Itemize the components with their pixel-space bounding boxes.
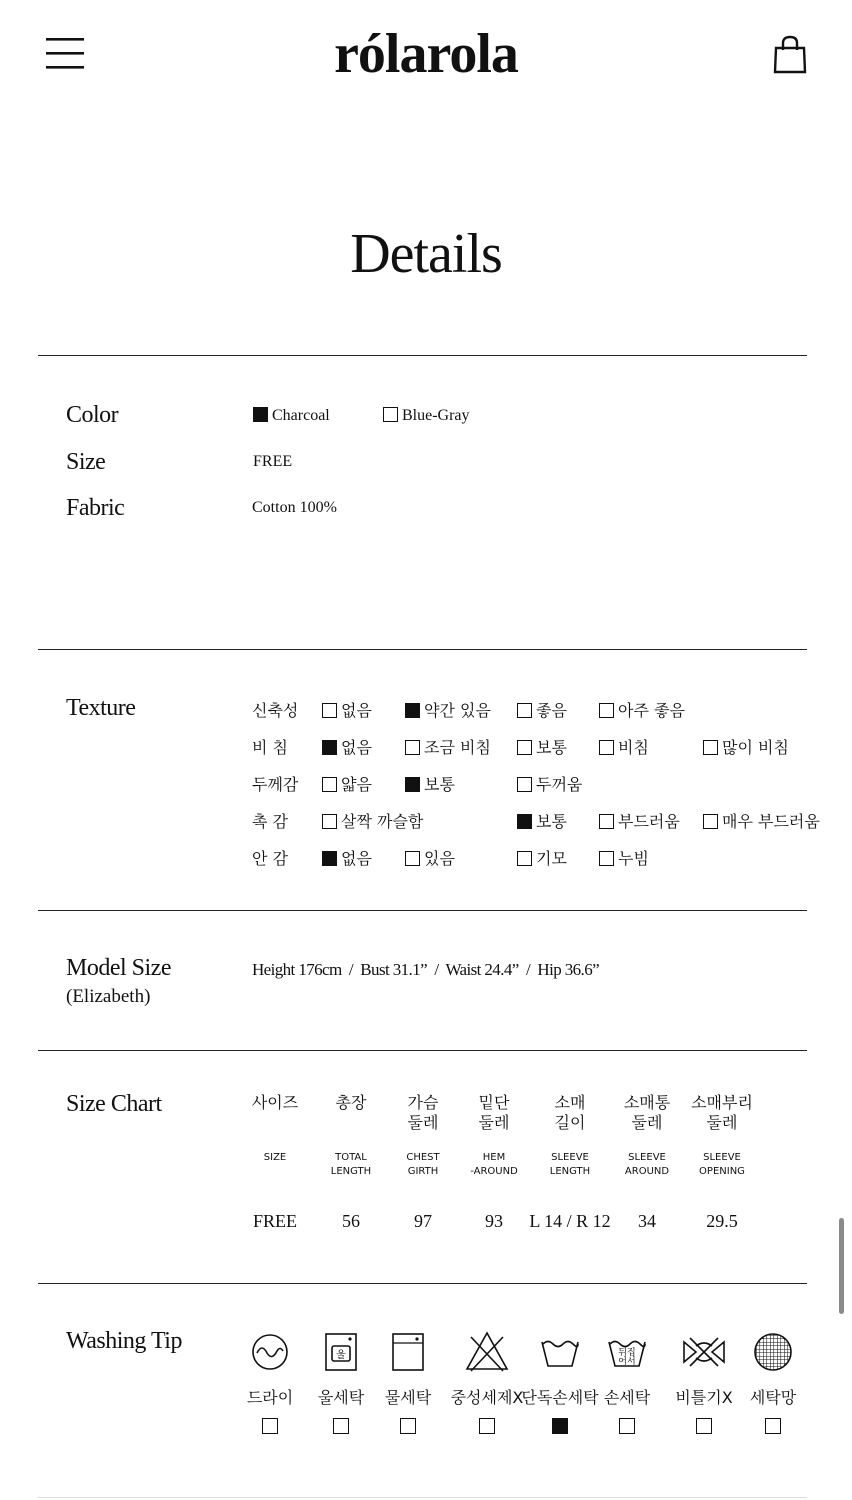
texture-option-label: 매우 부드러움 (722, 812, 820, 831)
checkbox-unchecked (383, 407, 398, 422)
texture-option (322, 809, 423, 832)
checkbox-checked (405, 777, 420, 792)
texture-option (405, 735, 491, 758)
washing-tip-label: 손세탁 (603, 1388, 651, 1407)
size-chart-header-en: CHEST GIRTH (406, 1152, 440, 1177)
texture-row-label: 신축성 (252, 701, 299, 720)
checkbox-unchecked (400, 1418, 416, 1434)
size-chart-header-en: SLEEVE LENGTH (549, 1152, 591, 1177)
size-chart-value: L 14 / R 12 (529, 1211, 611, 1231)
svg-text:어서: 어서 (618, 1357, 636, 1367)
texture-option (322, 846, 372, 869)
texture-option (517, 809, 567, 832)
logo[interactable]: rólarola (334, 23, 518, 85)
model-size-title: Model Size (66, 955, 171, 981)
texture-row-label: 안 감 (252, 849, 288, 868)
texture-option (405, 846, 455, 869)
color-option-label: Blue-Gray (402, 407, 470, 424)
size-chart-header-kr: 가슴 둘레 (407, 1093, 439, 1132)
texture-option (517, 698, 567, 721)
checkbox-unchecked (405, 851, 420, 866)
checkbox-checked (322, 851, 337, 866)
texture-title: Texture (66, 695, 136, 721)
checkbox-unchecked (599, 814, 614, 829)
size-chart-header-en: SIZE (263, 1152, 287, 1163)
washing-tip-label: 드라이 (246, 1388, 294, 1407)
texture-option-label: 누빔 (618, 849, 649, 868)
checkbox-unchecked (599, 851, 614, 866)
size-chart-value: FREE (252, 1211, 297, 1231)
checkbox-unchecked (696, 1418, 712, 1434)
washing-tip-label: 단독손세탁 (521, 1388, 599, 1407)
model-name: (Elizabeth) (66, 986, 151, 1007)
texture-option-label: 부드러움 (618, 812, 680, 831)
divider (38, 355, 807, 356)
texture-option (599, 735, 649, 758)
checkbox-unchecked (703, 814, 718, 829)
checkbox-unchecked (333, 1418, 349, 1434)
texture-option-label: 보통 (424, 775, 455, 794)
texture-option-label: 아주 좋음 (618, 701, 685, 720)
size-chart-value: 56 (342, 1211, 360, 1231)
texture-option (517, 846, 567, 869)
fabric-value: Cotton 100% (252, 499, 337, 516)
texture-option (599, 809, 680, 832)
washing-tip-label: 세탁망 (749, 1388, 797, 1407)
texture-option-label: 많이 비침 (722, 738, 789, 757)
color-label: Color (66, 402, 119, 428)
hand-wash-inside-out-icon (603, 1328, 651, 1381)
texture-option (599, 846, 649, 869)
checkbox-checked (552, 1418, 568, 1434)
divider (38, 1283, 807, 1284)
texture-option-label: 기모 (536, 849, 567, 868)
cart-button[interactable] (772, 34, 808, 74)
color-option-blue-gray (383, 407, 470, 425)
washing-tip-label: 비틀기X (675, 1388, 733, 1407)
size-chart-header-kr: 소매 길이 (554, 1093, 586, 1132)
checkbox-checked (405, 703, 420, 718)
checkbox-unchecked (322, 777, 337, 792)
checkbox-unchecked (517, 851, 532, 866)
texture-option-label: 살짝 까슬함 (341, 812, 424, 831)
texture-option (599, 698, 685, 721)
size-label: Size (66, 449, 106, 475)
checkbox-unchecked (479, 1418, 495, 1434)
checkbox-unchecked (517, 703, 532, 718)
color-option-charcoal (253, 407, 330, 425)
checkbox-checked (253, 407, 268, 422)
laundry-net-icon (749, 1328, 797, 1381)
texture-option (517, 735, 567, 758)
texture-option-label: 얇음 (341, 775, 372, 794)
size-chart-header-en: SLEEVE OPENING (699, 1152, 745, 1177)
checkbox-unchecked (262, 1418, 278, 1434)
size-chart-value: 93 (485, 1211, 503, 1231)
scrollbar-thumb[interactable] (839, 1218, 844, 1314)
size-value: FREE (253, 453, 293, 470)
size-chart-title: Size Chart (66, 1091, 162, 1117)
texture-option (703, 809, 820, 832)
texture-option (703, 735, 789, 758)
texture-option-label: 약간 있음 (424, 701, 491, 720)
size-chart-header-kr: 사이즈 (251, 1093, 299, 1112)
texture-option (322, 698, 372, 721)
water-wash-icon (384, 1328, 432, 1381)
checkbox-unchecked (619, 1418, 635, 1434)
size-chart-header-en: SLEEVE AROUND (624, 1152, 670, 1177)
texture-option-label: 없음 (341, 701, 372, 720)
texture-option-label: 두꺼움 (536, 775, 583, 794)
size-chart-value: 97 (414, 1211, 432, 1231)
texture-option-label: 없음 (341, 738, 372, 757)
size-chart-header-en: HEM -AROUND (470, 1152, 518, 1177)
page-title: Details (350, 223, 502, 285)
texture-option-label: 좋음 (536, 701, 567, 720)
divider (38, 1497, 807, 1498)
washing-tip-label: 울세탁 (317, 1388, 365, 1407)
texture-option (405, 698, 491, 721)
checkbox-unchecked (322, 703, 337, 718)
texture-option (322, 735, 372, 758)
size-chart-header-kr: 밑단 둘레 (478, 1093, 510, 1132)
color-option-label: Charcoal (272, 407, 330, 424)
texture-option-label: 보통 (536, 812, 567, 831)
texture-row-label: 두께감 (252, 775, 299, 794)
texture-row-label: 비 침 (252, 738, 288, 757)
size-chart-header-kr: 소매부리 둘레 (691, 1093, 753, 1132)
no-wring-icon (680, 1328, 728, 1381)
texture-option-label: 조금 비침 (424, 738, 491, 757)
size-chart-header-kr: 소매통 둘레 (623, 1093, 671, 1132)
wool-wash-icon (317, 1328, 365, 1381)
washing-tip-label: 중성세제X (450, 1388, 524, 1407)
model-measurements: Height 176cm / Bust 31.1” / Waist 24.4” / Hip 36.6” (252, 960, 600, 979)
size-chart-value: 34 (638, 1211, 656, 1231)
svg-text:뒤집: 뒤집 (618, 1348, 636, 1358)
fabric-label: Fabric (66, 495, 125, 521)
texture-option-label: 보통 (536, 738, 567, 757)
checkbox-unchecked (765, 1418, 781, 1434)
checkbox-unchecked (517, 740, 532, 755)
texture-option (322, 772, 372, 795)
dry-clean-icon (246, 1328, 294, 1381)
svg-text:울: 울 (336, 1350, 346, 1361)
divider (38, 1050, 807, 1051)
checkbox-unchecked (322, 814, 337, 829)
washing-tip-title: Washing Tip (66, 1328, 182, 1354)
size-chart-header-kr: 총장 (335, 1093, 367, 1112)
divider (38, 649, 807, 650)
texture-option (405, 772, 455, 795)
no-bleach-icon (463, 1328, 511, 1381)
separate-hand-wash-icon (536, 1328, 584, 1381)
washing-tip-label: 물세탁 (384, 1388, 432, 1407)
texture-option-label: 없음 (341, 849, 372, 868)
checkbox-checked (322, 740, 337, 755)
checkbox-unchecked (405, 740, 420, 755)
texture-row-label: 촉 감 (252, 812, 288, 831)
size-chart-value: 29.5 (706, 1211, 738, 1231)
checkbox-unchecked (703, 740, 718, 755)
texture-option-label: 비침 (618, 738, 649, 757)
checkbox-unchecked (517, 777, 532, 792)
size-chart-header-en: TOTAL LENGTH (330, 1152, 372, 1177)
shopping-bag-icon (772, 34, 808, 74)
checkbox-checked (517, 814, 532, 829)
texture-option-label: 있음 (424, 849, 455, 868)
texture-option (517, 772, 582, 795)
checkbox-unchecked (599, 703, 614, 718)
checkbox-unchecked (599, 740, 614, 755)
divider (38, 910, 807, 911)
